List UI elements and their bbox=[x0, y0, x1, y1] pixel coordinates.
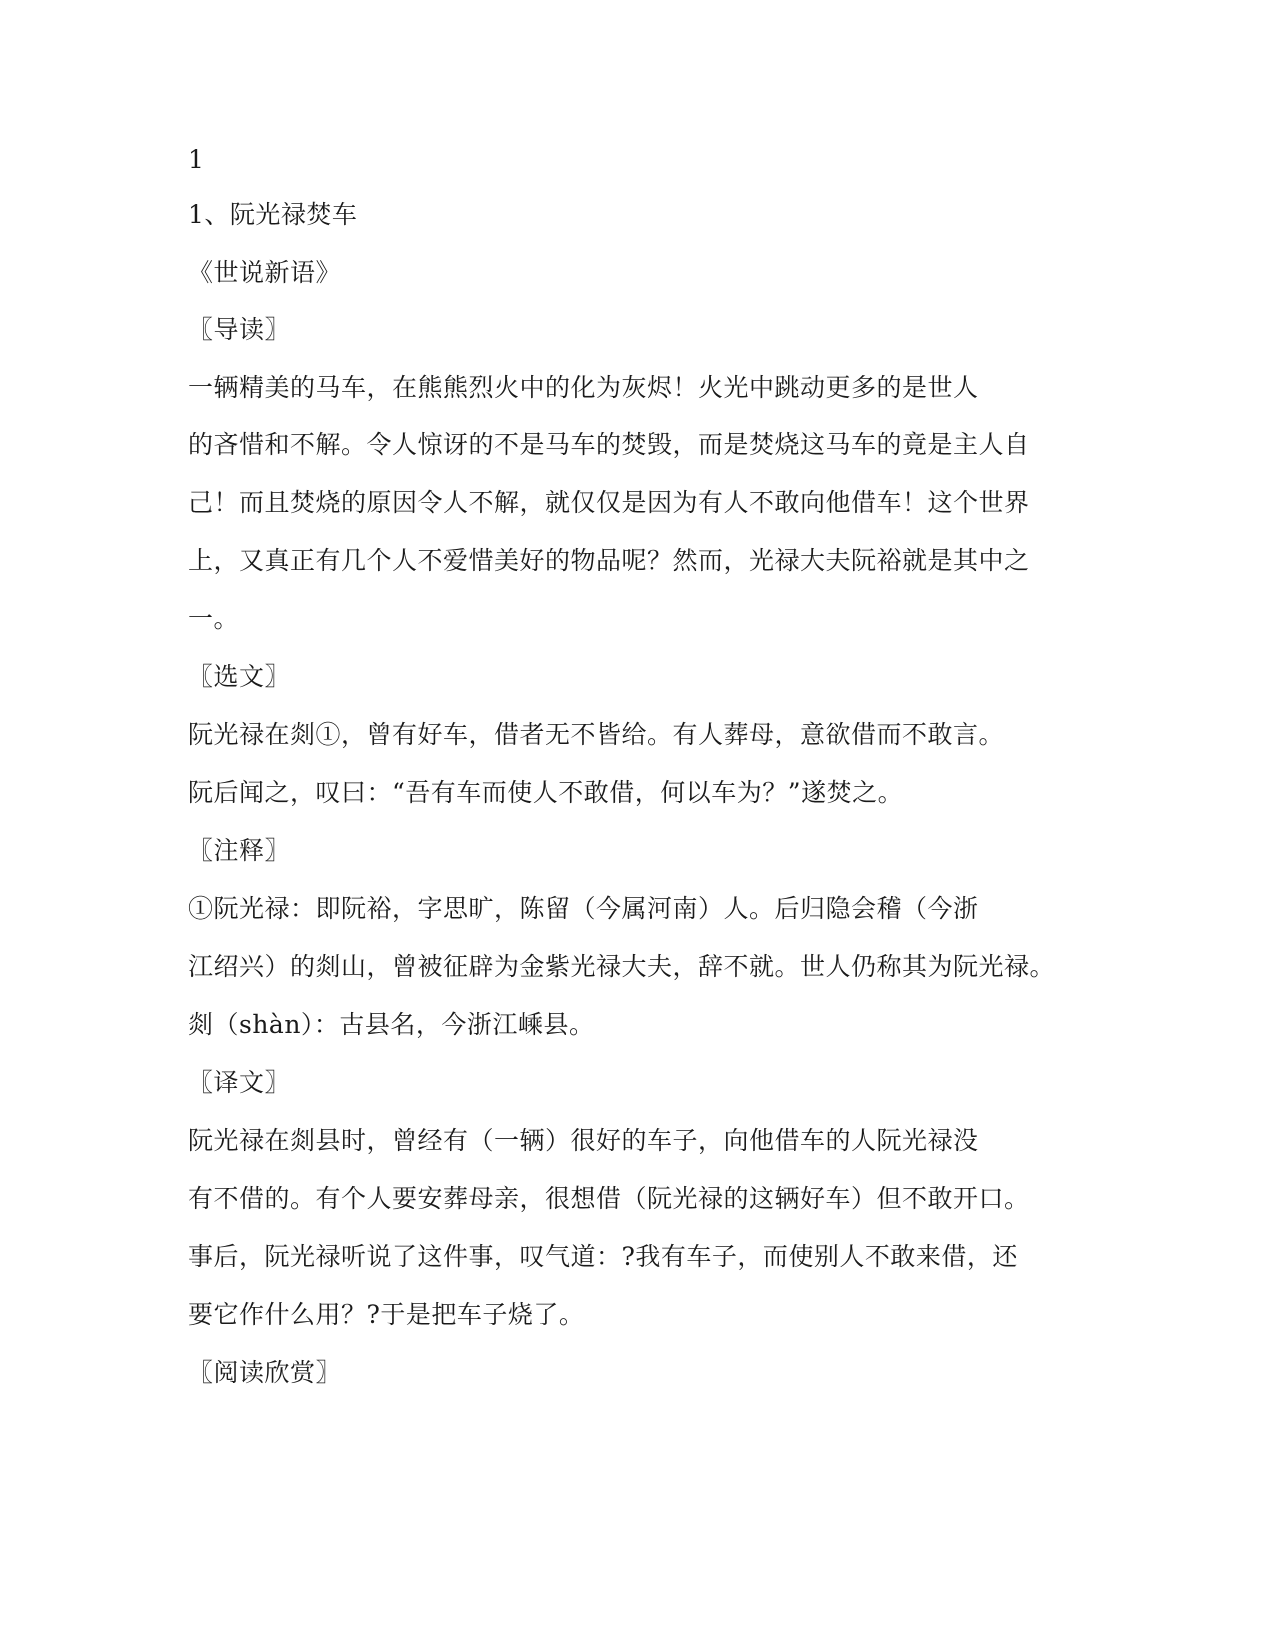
notes-line: 剡（shàn）：古县名，今浙江嵊县。 bbox=[188, 1010, 595, 1039]
translation-heading: 〖译文〗 bbox=[188, 1068, 291, 1097]
intro-line: 一。 bbox=[188, 604, 240, 633]
text-heading: 〖选文〗 bbox=[188, 662, 291, 691]
translation-line: 有不借的。有个人要安葬母亲，很想借（阮光禄的这辆好车）但不敢开口。 bbox=[188, 1184, 1030, 1213]
notes-heading: 〖注释〗 bbox=[188, 836, 291, 865]
intro-heading: 〖导读〗 bbox=[188, 315, 291, 344]
article-title: 1、阮光禄焚车 bbox=[188, 200, 358, 229]
article-source: 《世说新语》 bbox=[188, 258, 342, 287]
text-line: 阮后闻之，叹曰：“吾有车而使人不敢借，何以车为？”遂焚之。 bbox=[188, 778, 904, 807]
translation-line: 事后，阮光禄听说了这件事，叹气道：?我有车子，而使别人不敢来借，还 bbox=[188, 1242, 1018, 1271]
appreciation-heading: 〖阅读欣赏〗 bbox=[188, 1358, 342, 1387]
notes-line: 江绍兴）的剡山，曾被征辟为金紫光禄大夫，辞不就。世人仍称其为阮光禄。 bbox=[188, 952, 1056, 981]
translation-line: 要它作什么用？?于是把车子烧了。 bbox=[188, 1300, 585, 1329]
page-number: 1 bbox=[188, 145, 205, 174]
notes-line: ①阮光禄：即阮裕，字思旷，陈留（今属河南）人。后归隐会稽（今浙 bbox=[188, 894, 979, 923]
text-line: 阮光禄在剡①，曾有好车，借者无不皆给。有人葬母，意欲借而不敢言。 bbox=[188, 720, 1005, 749]
intro-line: 己！而且焚烧的原因令人不解，就仅仅是因为有人不敢向他借车！这个世界 bbox=[188, 488, 1030, 517]
translation-line: 阮光禄在剡县时，曾经有（一辆）很好的车子，向他借车的人阮光禄没 bbox=[188, 1126, 979, 1155]
intro-line: 上，又真正有几个人不爱惜美好的物品呢？然而，光禄大夫阮裕就是其中之 bbox=[188, 546, 1030, 575]
intro-line: 一辆精美的马车，在熊熊烈火中的化为灰烬！火光中跳动更多的是世人 bbox=[188, 373, 979, 402]
intro-line: 的吝惜和不解。令人惊讶的不是马车的焚毁，而是焚烧这马车的竟是主人自 bbox=[188, 430, 1030, 459]
